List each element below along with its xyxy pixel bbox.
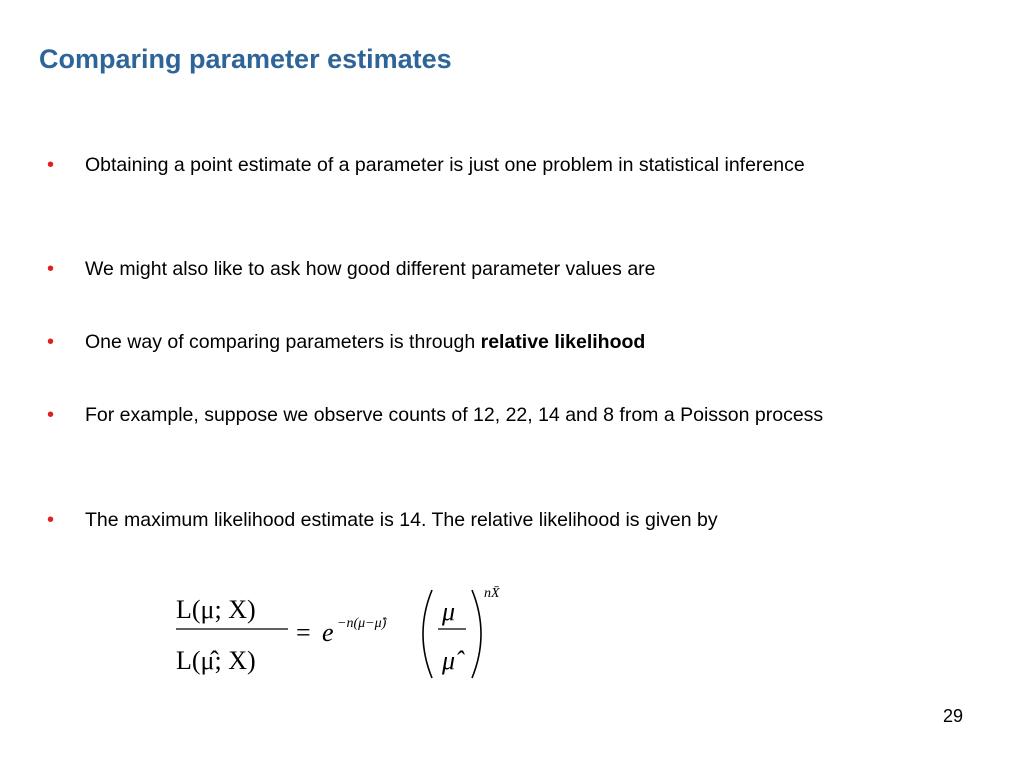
bullet-item bbox=[47, 150, 907, 181]
bullet-text: Obtaining a point estimate of a parameter is just one problem in statistical inference bbox=[85, 154, 805, 176]
bullet-marker: • bbox=[47, 258, 55, 280]
bullet-text bbox=[85, 327, 885, 358]
formula-denominator: L(μ̂; X) bbox=[176, 646, 256, 675]
bullet-text: We might also like to ask how good different parameter values are bbox=[85, 258, 656, 280]
bullet-item bbox=[47, 400, 907, 431]
formula-inner-numerator: μ bbox=[442, 597, 456, 626]
bullet-marker: • bbox=[47, 154, 55, 176]
bullet-item bbox=[47, 327, 907, 358]
formula-exponent: −n(μ−μ̂) bbox=[337, 616, 387, 631]
bullet-marker: • bbox=[47, 509, 55, 531]
formula-svg bbox=[170, 578, 530, 688]
formula-numerator: L(μ; X) bbox=[176, 595, 256, 624]
slide-title: Comparing parameter estimates bbox=[39, 44, 452, 74]
bullet-marker: • bbox=[47, 331, 55, 353]
relative-likelihood-formula bbox=[170, 578, 530, 688]
bullet-text-plain: One way of comparing parameters is through bbox=[85, 331, 481, 353]
bullet-text: For example, suppose we observe counts of 12, 22, 14 and 8 from a Poisson process bbox=[85, 404, 824, 426]
bullet-item bbox=[47, 254, 907, 285]
bullet-text-bold: relative likelihood bbox=[480, 331, 646, 353]
formula-power: nX̄ bbox=[484, 586, 500, 601]
formula-right-paren bbox=[472, 590, 481, 678]
formula-left-paren bbox=[423, 590, 432, 678]
formula-inner-denominator: μ̂ bbox=[442, 646, 456, 675]
bullet-item bbox=[47, 505, 907, 536]
page-number: 29 bbox=[942, 706, 963, 726]
bullet-marker: • bbox=[47, 404, 55, 426]
formula-equals: = bbox=[296, 618, 311, 647]
formula-base: e bbox=[322, 618, 334, 647]
bullet-text: The maximum likelihood estimate is 14. The relative likelihood is given by bbox=[85, 509, 718, 531]
